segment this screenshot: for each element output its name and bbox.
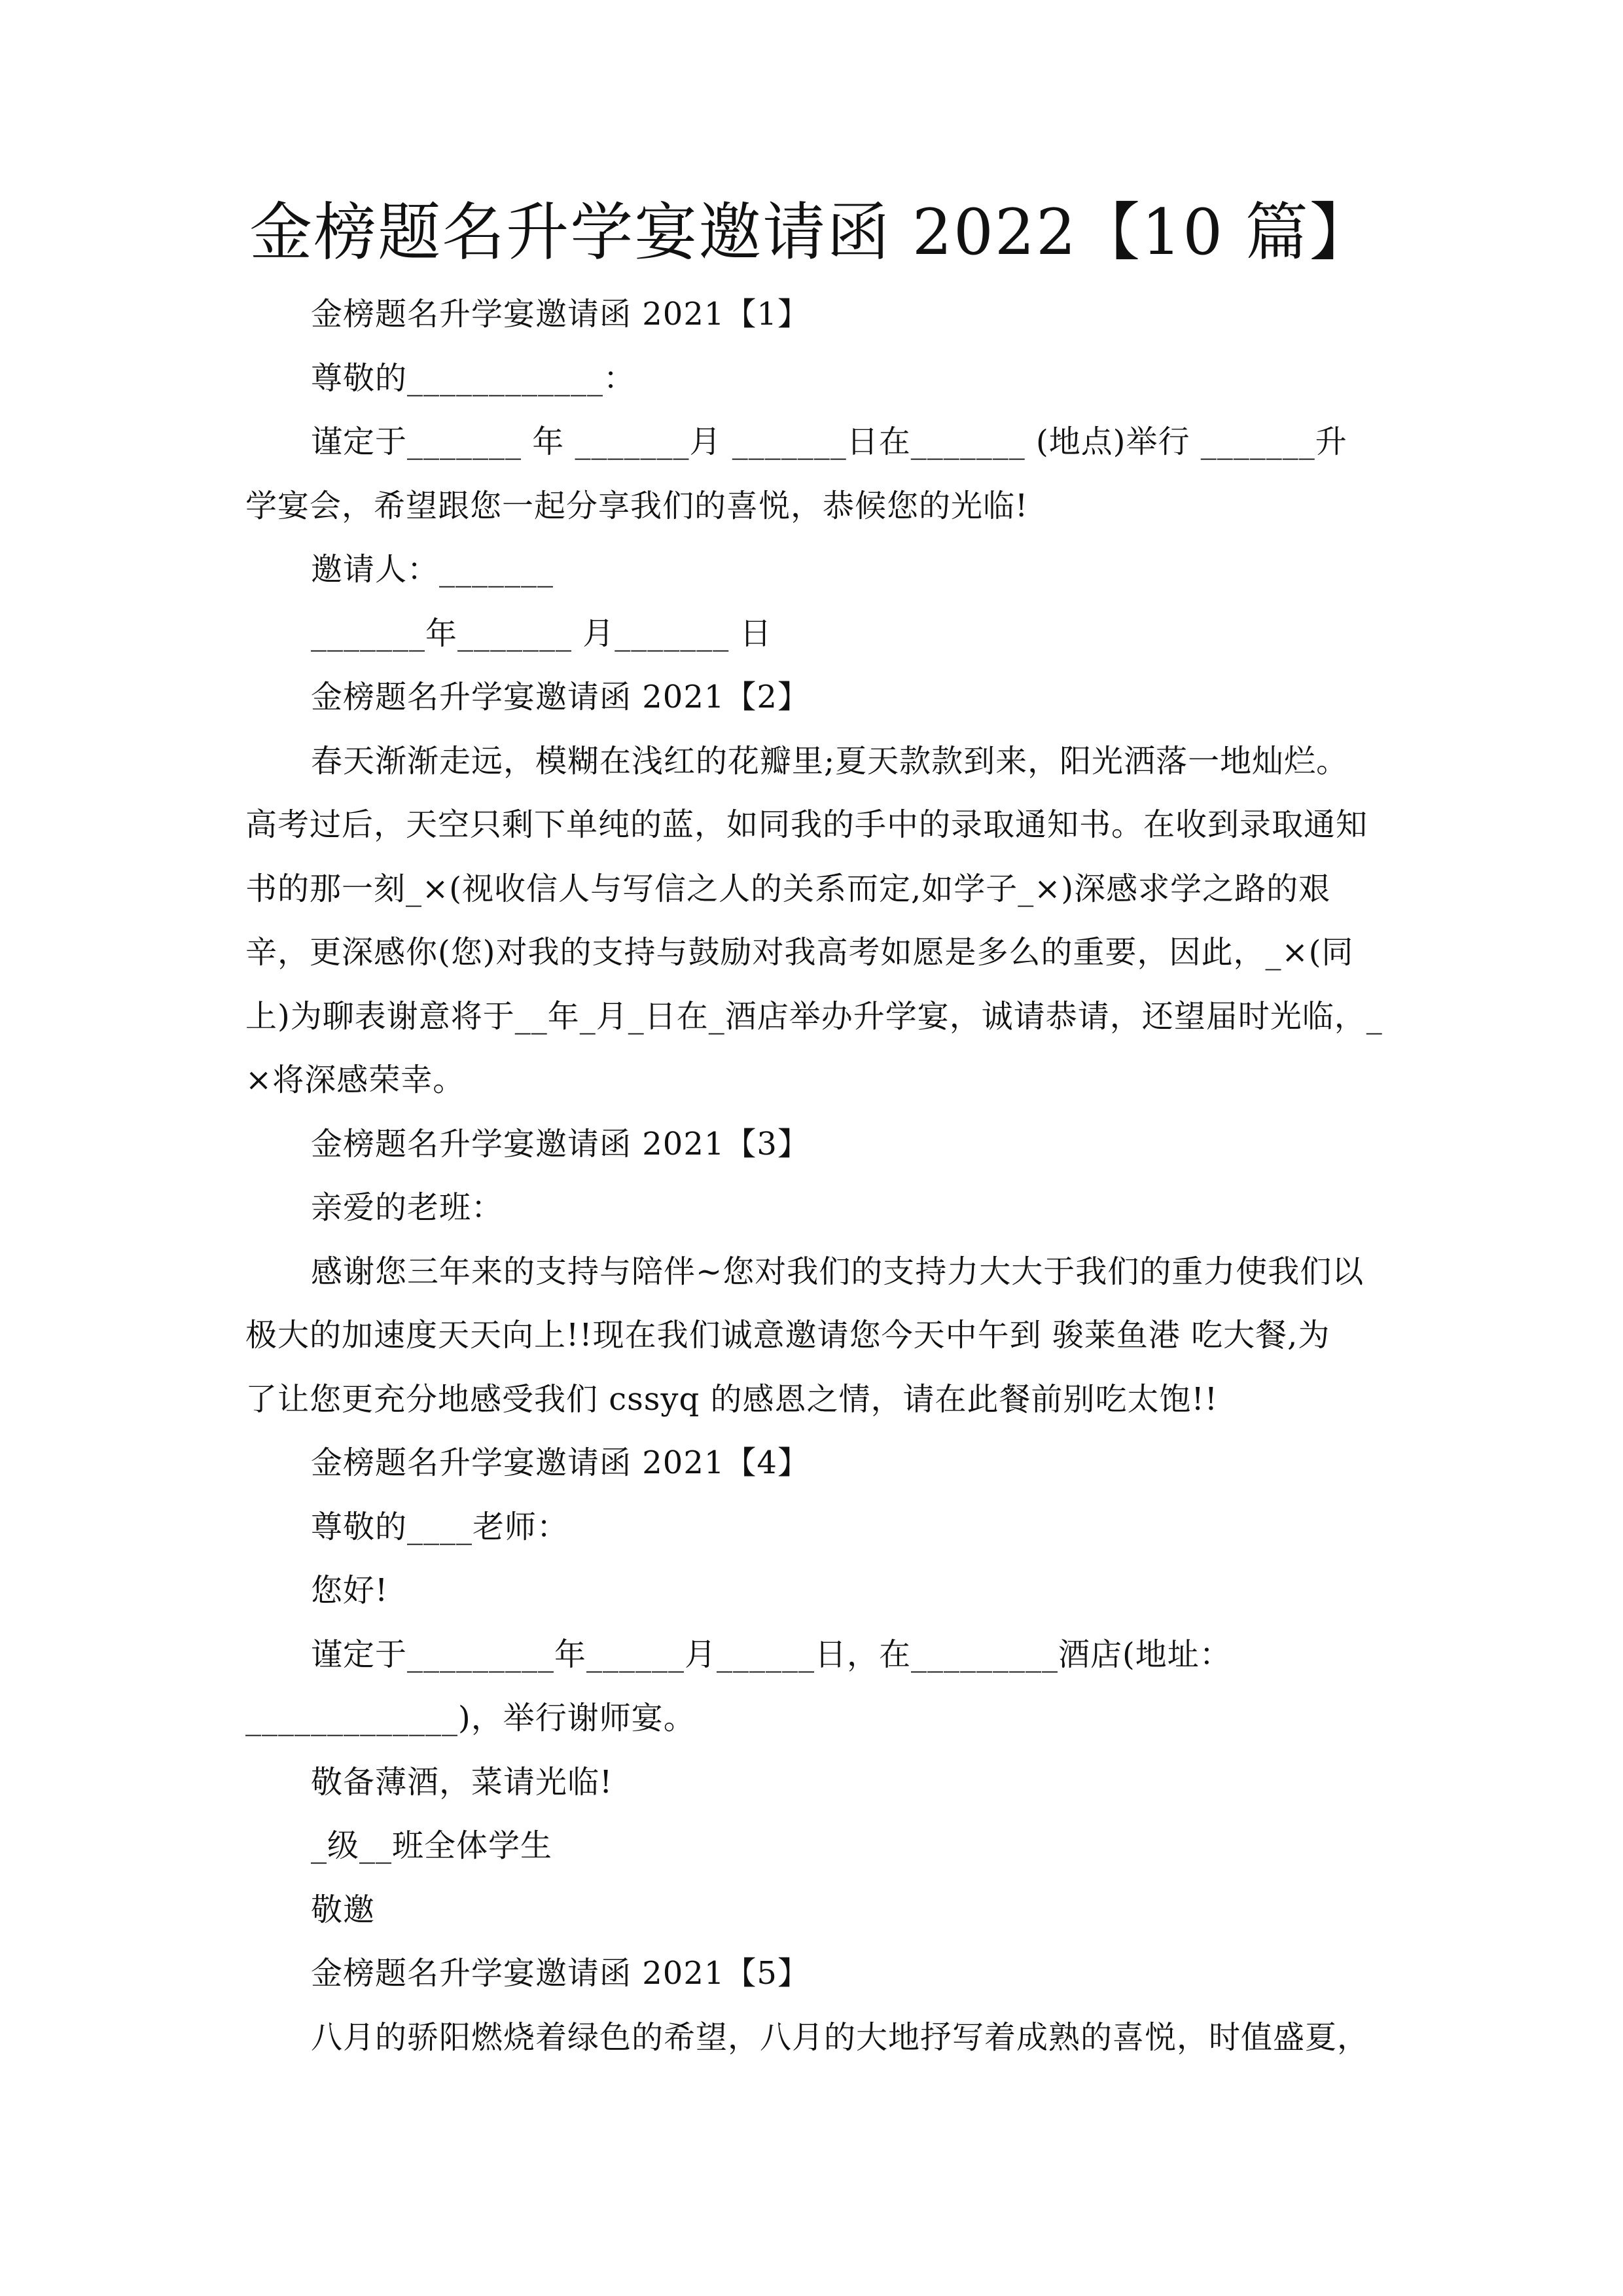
salutation: 尊敬的____老师：: [311, 1508, 569, 1545]
section-heading-1: 金榜题名升学宴邀请函 2021【1】: [311, 296, 810, 332]
greeting: 您好!: [311, 1572, 389, 1609]
paragraph-line: 敬备薄酒，菜请光临!: [311, 1763, 613, 1801]
paragraph-line: 极大的加速度天天向上!!现在我们诚意邀请您今天中午到 骏莱鱼港 吃大餐,为: [245, 1317, 1330, 1354]
paragraph-line: 了让您更充分地感受我们 cssyq 的感恩之情，请在此餐前别吃太饱!!: [245, 1380, 1219, 1418]
section-heading-4: 金榜题名升学宴邀请函 2021【4】: [311, 1444, 810, 1481]
paragraph-line: 八月的骄阳燃烧着绿色的希望，八月的大地抒写着成熟的喜悦，时值盛夏，: [311, 2018, 1370, 2056]
section-heading-5: 金榜题名升学宴邀请函 2021【5】: [311, 1955, 810, 1992]
salutation: 尊敬的____________：: [311, 359, 636, 397]
paragraph-line: 春天渐渐走远，模糊在浅红的花瓣里;夏天款款到来，阳光洒落一地灿烂。: [311, 742, 1349, 780]
document-body: [245, 283, 1407, 2070]
document-title: 金榜题名升学宴邀请函 2022【10 篇】: [249, 196, 1374, 269]
paragraph-line: 上)为聊表谢意将于__年_月_日在_酒店举办升学宴，诚请恭请，还望届时光临，_: [245, 997, 1383, 1035]
section-heading-3: 金榜题名升学宴邀请函 2021【3】: [311, 1125, 810, 1162]
paragraph-line: _____________)，举行谢师宴。: [245, 1700, 696, 1736]
paragraph-line: ×将深感荣幸。: [245, 1062, 465, 1098]
paragraph-line: 高考过后，天空只剩下单纯的蓝，如同我的手中的录取通知书。在收到录取通知: [245, 806, 1368, 843]
paragraph-line: 感谢您三年来的支持与陪伴~您对我们的支持力大大于我们的重力使我们以: [311, 1253, 1364, 1290]
section-heading-2: 金榜题名升学宴邀请函 2021【2】: [311, 679, 810, 715]
signature-line: _级__班全体学生: [311, 1827, 553, 1864]
date-line: _______年_______ 月_______ 日: [311, 615, 772, 652]
salutation: 亲爱的老班：: [311, 1189, 504, 1226]
paragraph-line: 谨定于_________年______月______日，在_________酒店(地址：: [311, 1636, 1232, 1673]
paragraph-line: 书的那一刻_×(视收信人与写信之人的关系而定,如学子_×)深感求学之路的艰: [245, 870, 1331, 907]
paragraph-line: 谨定于_______ 年 _______月 _______日在_______ (地点)举行 _______升: [311, 423, 1347, 460]
paragraph-line: 辛，更深感你(您)对我的支持与鼓励对我高考如愿是多么的重要，因此，_×(同: [245, 934, 1354, 971]
signature-line: 敬邀: [311, 1891, 376, 1928]
paragraph-line: 学宴会，希望跟您一起分享我们的喜悦，恭候您的光临!: [245, 487, 1029, 524]
inviter-line: 邀请人：_______: [311, 551, 554, 588]
